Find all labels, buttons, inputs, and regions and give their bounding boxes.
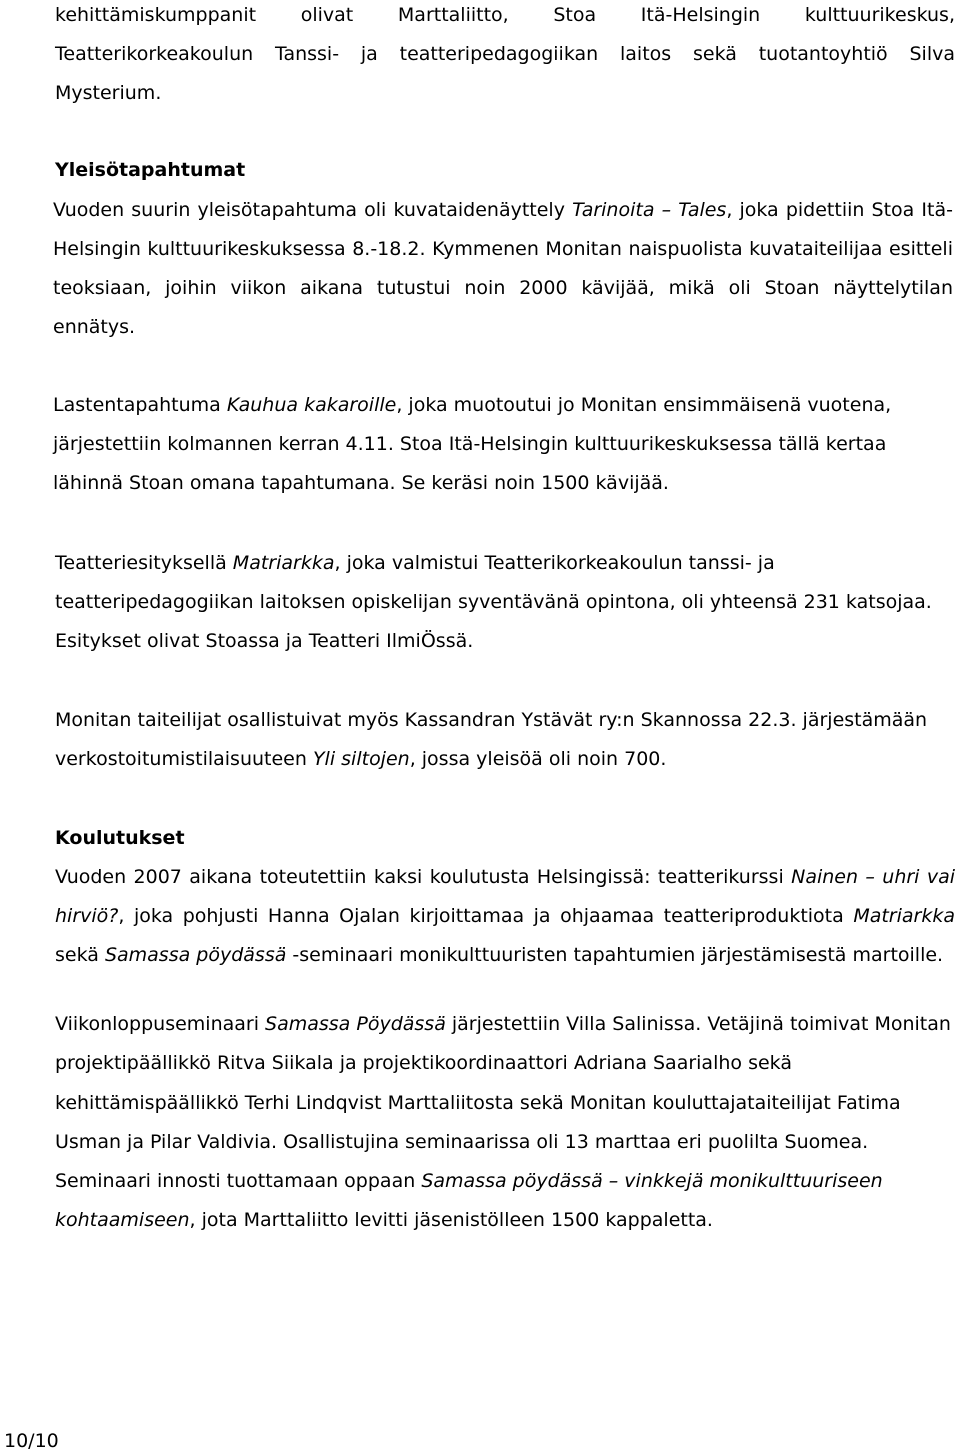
text-line bbox=[53, 276, 953, 300]
italic-title: Samassa pöydässä – vinkkejä monikulttuuriseen bbox=[421, 1170, 883, 1192]
text-segment: , joka pohjusti Hanna Ojalan kirjoittamaa ja ohjaamaa teatteriproduktiota bbox=[118, 905, 854, 927]
italic-title: Matriarkka bbox=[232, 552, 335, 574]
text-line bbox=[53, 393, 891, 417]
section-heading: Koulutukset bbox=[55, 827, 185, 849]
text-line bbox=[53, 198, 953, 222]
text-line bbox=[55, 747, 666, 771]
text-segment: Vuoden suurin yleisötapahtuma oli kuvataidenäyttely bbox=[53, 199, 573, 221]
text-line bbox=[55, 1169, 883, 1193]
page-number: 10/10 bbox=[4, 1430, 59, 1452]
text-segment: , jota Marttaliitto levitti jäsenistölleen 1500 kappaletta. bbox=[189, 1209, 713, 1231]
text-segment: kehittämiskumppanit olivat Marttaliitto, Stoa Itä-Helsingin kulttuurikeskus, bbox=[55, 4, 955, 26]
italic-title: Tarinoita – Tales bbox=[572, 199, 727, 221]
text-line bbox=[55, 1012, 951, 1036]
italic-title: Matriarkka bbox=[853, 905, 955, 927]
text-line bbox=[55, 42, 955, 66]
text-segment: , joka pidettiin Stoa Itä- bbox=[726, 199, 953, 221]
text-line bbox=[55, 943, 943, 967]
text-line bbox=[53, 315, 135, 339]
text-segment: teoksiaan, joihin viikon aikana tutustui noin 2000 kävijää, mikä oli Stoan näyttelytilan bbox=[53, 277, 953, 299]
text-line bbox=[55, 1130, 868, 1154]
text-segment: Seminaari innosti tuottamaan oppaan bbox=[55, 1170, 422, 1192]
text-segment: Monitan taiteilijat osallistuivat myös Kassandran Ystävät ry:n Skannossa 22.3. järjestämään bbox=[55, 709, 928, 731]
text-segment: kehittämispäällikkö Terhi Lindqvist Marttaliitosta sekä Monitan kouluttajataiteilijat Fatima bbox=[55, 1092, 901, 1114]
text-segment: lähinnä Stoan omana tapahtumana. Se keräsi noin 1500 kävijää. bbox=[53, 472, 669, 494]
text-line bbox=[53, 432, 886, 456]
text-segment: järjestettiin kolmannen kerran 4.11. Stoa Itä-Helsingin kulttuurikeskuksessa tällä kertaa bbox=[53, 433, 887, 455]
text-line bbox=[55, 1051, 792, 1075]
text-segment: Helsingin kulttuurikeskuksessa 8.-18.2. Kymmenen Monitan naispuolista kuvataiteilijaa esitteli bbox=[53, 238, 953, 260]
text-segment: , joka muotoutui jo Monitan ensimmäisenä vuotena, bbox=[396, 394, 892, 416]
text-segment: ennätys. bbox=[53, 316, 136, 338]
italic-title: Samassa pöydässä bbox=[104, 944, 287, 966]
italic-title: kohtaamiseen bbox=[55, 1209, 190, 1231]
text-segment: Viikonloppuseminaari bbox=[55, 1013, 266, 1035]
text-line bbox=[55, 551, 775, 575]
text-segment: Vuoden 2007 aikana toteutettiin kaksi koulutusta Helsingissä: teatterikurssi bbox=[55, 866, 792, 888]
text-line bbox=[53, 471, 669, 495]
text-segment: , joka valmistui Teatterikorkeakoulun tanssi- ja bbox=[334, 552, 775, 574]
text-segment: projektipäällikkö Ritva Siikala ja projektikoordinaattori Adriana Saarialho sekä bbox=[55, 1052, 792, 1074]
text-segment: -seminaari monikulttuuristen tapahtumien järjestämisestä martoille. bbox=[286, 944, 944, 966]
text-line bbox=[55, 1091, 901, 1115]
italic-title: Yli siltojen bbox=[312, 748, 410, 770]
text-line bbox=[53, 237, 953, 261]
text-line bbox=[55, 81, 161, 105]
text-line bbox=[55, 629, 473, 653]
section-heading: Yleisötapahtumat bbox=[55, 159, 246, 181]
text-line bbox=[55, 865, 955, 889]
text-segment: Esitykset olivat Stoassa ja Teatteri IlmiÖssä. bbox=[55, 630, 474, 652]
text-segment: verkostoitumistilaisuuteen bbox=[55, 748, 313, 770]
text-segment: teatteripedagogiikan laitoksen opiskelijan syventävänä opintona, oli yhteensä 231 katsojaa. bbox=[55, 591, 932, 613]
text-segment: sekä bbox=[55, 944, 105, 966]
text-line bbox=[55, 590, 932, 614]
text-segment: Teatteriesityksellä bbox=[55, 552, 233, 574]
italic-title: Kauhua kakaroille bbox=[226, 394, 397, 416]
italic-title: Nainen – uhri vai bbox=[791, 866, 955, 888]
text-segment: , jossa yleisöä oli noin 700. bbox=[409, 748, 667, 770]
text-line bbox=[55, 708, 927, 732]
text-line bbox=[55, 904, 955, 928]
text-segment: järjestettiin Villa Salinissa. Vetäjinä toimivat Monitan bbox=[445, 1013, 951, 1035]
text-segment: Usman ja Pilar Valdivia. Osallistujina seminaarissa oli 13 marttaa eri puolilta Suomea. bbox=[55, 1131, 869, 1153]
italic-title: hirviö? bbox=[55, 905, 119, 927]
text-segment: Mysterium. bbox=[55, 82, 162, 104]
text-line bbox=[55, 1208, 713, 1232]
text-line bbox=[55, 3, 955, 27]
text-segment: Teatterikorkeakoulun Tanssi- ja teatteripedagogiikan laitos sekä tuotantoyhtiö Silva bbox=[55, 43, 955, 65]
text-segment: Lastentapahtuma bbox=[53, 394, 227, 416]
italic-title: Samassa Pöydässä bbox=[265, 1013, 446, 1035]
